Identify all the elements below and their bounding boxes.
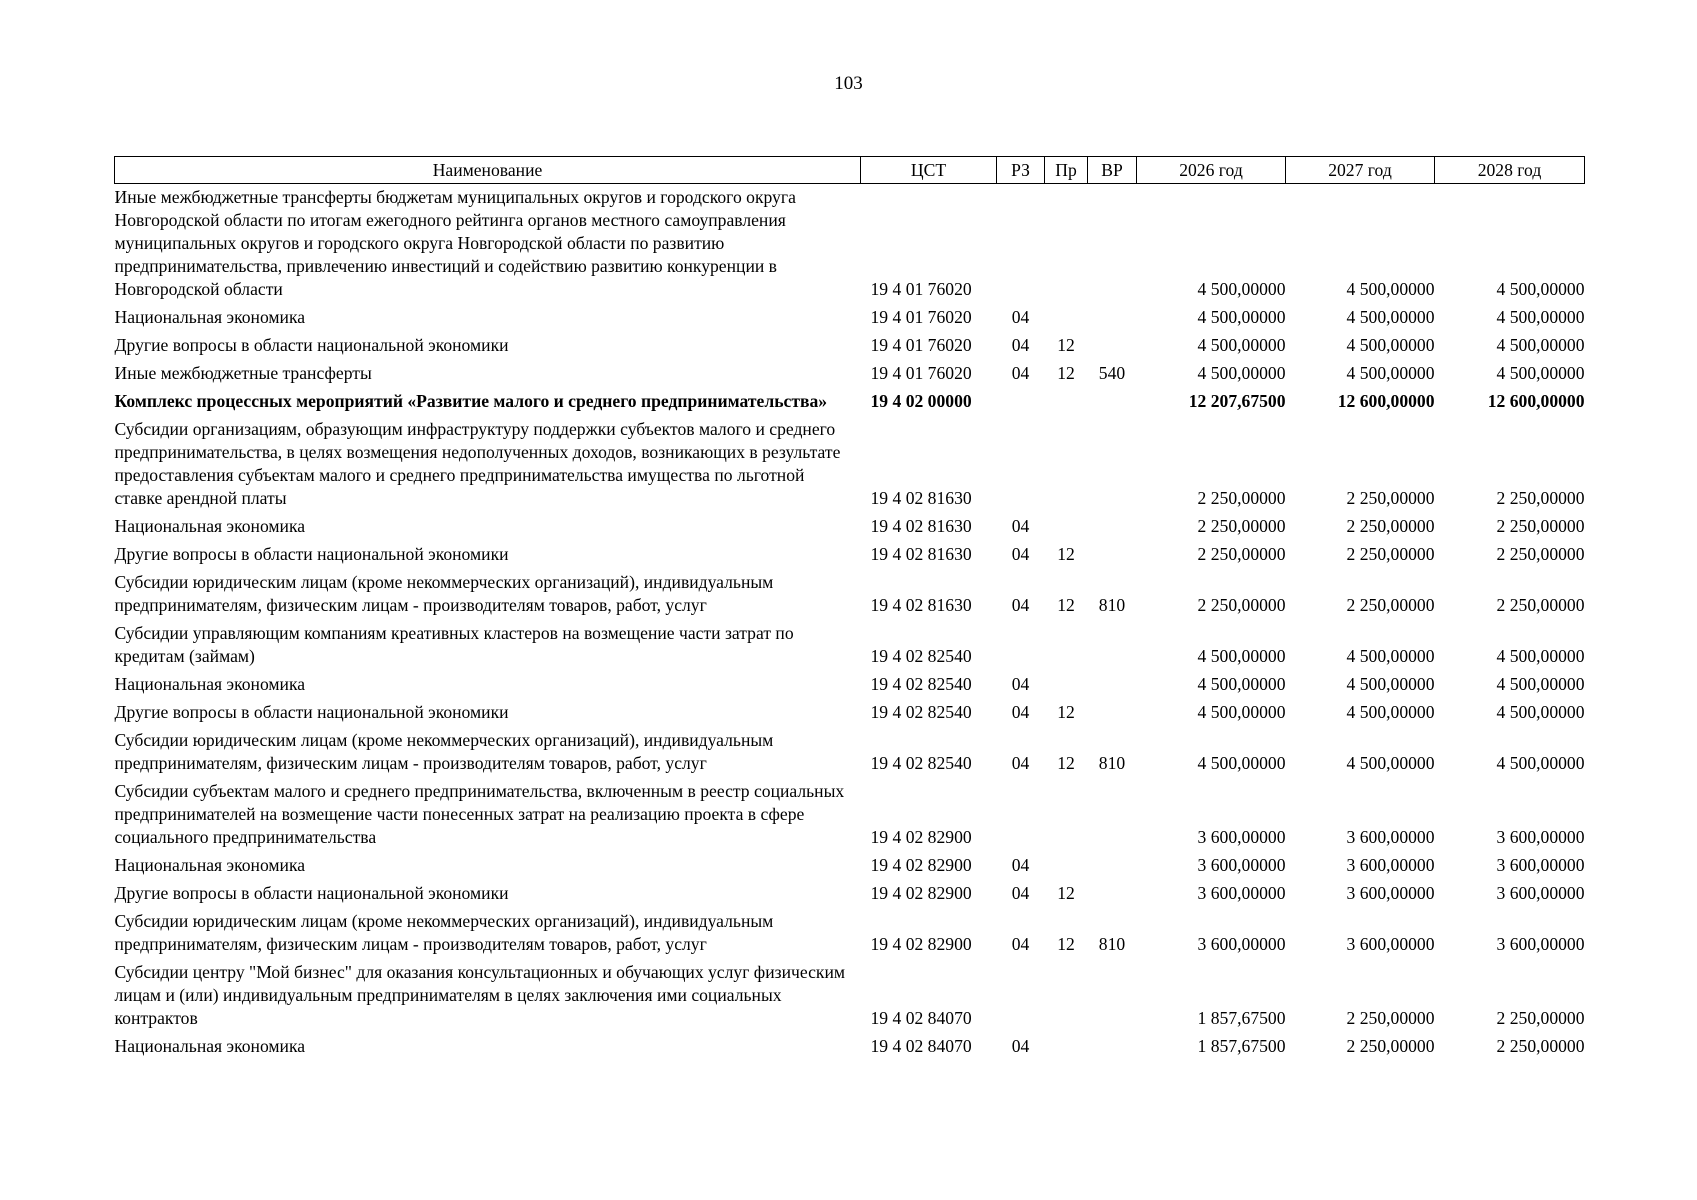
cell-name: Национальная экономика	[114, 307, 306, 327]
cell-2026: 12 207,67500	[1188, 391, 1286, 411]
cell-pr: 12	[1057, 335, 1075, 355]
cell-pr	[1045, 778, 1088, 852]
cell-2026: 2 250,00000	[1197, 544, 1286, 564]
cell-name: Иные межбюджетные трансферты бюджетам муниципальных округов и городского округа Новгородской области по итогам ежегодного рейтинга органов местного самоуправления муниципальных округов и городского округа Новгородской области по развитию предпринимательства, привлечению инвестиций и содействию развитию конкуренции в Новгородской области	[114, 187, 796, 299]
cell-2027: 2 250,00000	[1346, 1008, 1435, 1028]
cell-name: Другие вопросы в области национальной экономики	[114, 544, 509, 564]
cell-name: Национальная экономика	[114, 855, 306, 875]
cell-2028: 3 600,00000	[1496, 855, 1585, 875]
cell-2027: 3 600,00000	[1346, 934, 1435, 954]
cell-pr	[1045, 671, 1088, 699]
cell-pr	[1045, 1033, 1088, 1061]
cell-cst: 19 4 02 82900	[870, 883, 972, 903]
cell-pr: 12	[1057, 702, 1075, 722]
table-row	[115, 908, 1585, 959]
cell-2027: 4 500,00000	[1346, 335, 1435, 355]
table-row	[115, 778, 1585, 852]
cell-2026: 3 600,00000	[1197, 883, 1286, 903]
cell-pr: 12	[1057, 595, 1075, 615]
cell-name: Другие вопросы в области национальной экономики	[114, 702, 509, 722]
cell-2028: 4 500,00000	[1496, 307, 1585, 327]
cell-2027: 4 500,00000	[1346, 279, 1435, 299]
cell-2027: 2 250,00000	[1346, 516, 1435, 536]
cell-2026: 2 250,00000	[1197, 595, 1286, 615]
cell-2028: 2 250,00000	[1496, 544, 1585, 564]
cell-vr	[1088, 513, 1137, 541]
cell-vr: 810	[1098, 595, 1126, 615]
cell-2028: 2 250,00000	[1496, 1036, 1585, 1056]
cell-2028: 4 500,00000	[1496, 674, 1585, 694]
header-rz: РЗ	[997, 157, 1045, 184]
cell-2026: 3 600,00000	[1197, 827, 1286, 847]
table-header	[115, 157, 1585, 184]
cell-name: Национальная экономика	[114, 516, 306, 536]
header-cst: ЦСТ	[861, 157, 997, 184]
cell-2028: 3 600,00000	[1496, 827, 1585, 847]
cell-2027: 3 600,00000	[1346, 827, 1435, 847]
cell-name: Субсидии юридическим лицам (кроме некоммерческих организаций), индивидуальным предпринимателям, физическим лицам - производителям товаров, работ, услуг	[114, 911, 774, 954]
cell-2026: 2 250,00000	[1197, 488, 1286, 508]
cell-cst: 19 4 02 81630	[870, 544, 972, 564]
cell-2027: 4 500,00000	[1346, 674, 1435, 694]
cell-2027: 4 500,00000	[1346, 307, 1435, 327]
cell-cst: 19 4 02 84070	[870, 1036, 972, 1056]
cell-name: Субсидии юридическим лицам (кроме некоммерческих организаций), индивидуальным предпринимателям, физическим лицам - производителям товаров, работ, услуг	[114, 572, 774, 615]
cell-vr	[1088, 416, 1137, 513]
cell-2026: 4 500,00000	[1197, 279, 1286, 299]
cell-2027: 2 250,00000	[1346, 488, 1435, 508]
cell-cst: 19 4 02 82540	[870, 674, 972, 694]
cell-vr: 540	[1098, 363, 1126, 383]
cell-vr	[1088, 699, 1137, 727]
cell-name: Субсидии центру "Мой бизнес" для оказания консультационных и обучающих услуг физическим лицам и (или) индивидуальным предпринимателям в целях заключения ими социальных контрактов	[114, 962, 845, 1028]
cell-cst: 19 4 01 76020	[870, 363, 972, 383]
cell-rz: 04	[1011, 702, 1030, 722]
header-name: Наименование	[115, 157, 861, 184]
cell-cst: 19 4 01 76020	[870, 279, 972, 299]
cell-vr	[1088, 620, 1137, 671]
cell-pr	[1045, 304, 1088, 332]
cell-name: Субсидии юридическим лицам (кроме некоммерческих организаций), индивидуальным предпринимателям, физическим лицам - производителям товаров, работ, услуг	[114, 730, 774, 773]
cell-2027: 4 500,00000	[1346, 702, 1435, 722]
cell-2027: 2 250,00000	[1346, 544, 1435, 564]
table-row	[115, 880, 1585, 908]
cell-pr	[1045, 620, 1088, 671]
cell-rz: 04	[1011, 335, 1030, 355]
cell-pr	[1045, 388, 1088, 416]
cell-vr: 810	[1098, 934, 1126, 954]
cell-pr	[1045, 416, 1088, 513]
cell-2026: 3 600,00000	[1197, 855, 1286, 875]
cell-cst: 19 4 02 82900	[870, 827, 972, 847]
cell-2026: 4 500,00000	[1197, 363, 1286, 383]
cell-rz: 04	[1011, 544, 1030, 564]
cell-pr	[1045, 959, 1088, 1033]
cell-cst: 19 4 02 00000	[870, 391, 972, 411]
cell-rz: 04	[1011, 934, 1030, 954]
table-row	[115, 959, 1585, 1033]
cell-2028: 4 500,00000	[1496, 753, 1585, 773]
cell-vr	[1088, 1033, 1137, 1061]
cell-2026: 3 600,00000	[1197, 934, 1286, 954]
cell-2028: 2 250,00000	[1496, 516, 1585, 536]
cell-vr	[1088, 880, 1137, 908]
cell-pr	[1045, 852, 1088, 880]
cell-2027: 2 250,00000	[1346, 1036, 1435, 1056]
table-row	[115, 184, 1585, 305]
cell-cst: 19 4 02 82900	[870, 934, 972, 954]
table-row	[115, 620, 1585, 671]
cell-cst: 19 4 01 76020	[870, 335, 972, 355]
cell-cst: 19 4 02 82540	[870, 646, 972, 666]
cell-name: Субсидии организациям, образующим инфраструктуру поддержки субъектов малого и среднего предпринимательства, в целях возмещения недополученных доходов, возникающих в результате предоставления субъектам малого и среднего предпринимательства имущества по льготной ставке арендной платы	[114, 419, 841, 508]
cell-rz: 04	[1011, 1036, 1030, 1056]
cell-2026: 4 500,00000	[1197, 307, 1286, 327]
table-row	[115, 513, 1585, 541]
cell-rz: 04	[1011, 855, 1030, 875]
cell-2028: 2 250,00000	[1496, 595, 1585, 615]
cell-pr: 12	[1057, 753, 1075, 773]
cell-2028: 4 500,00000	[1496, 363, 1585, 383]
cell-pr: 12	[1057, 883, 1075, 903]
cell-rz	[997, 959, 1045, 1033]
cell-pr	[1045, 184, 1088, 305]
header-2026: 2026 год	[1137, 157, 1286, 184]
cell-2027: 12 600,00000	[1337, 391, 1435, 411]
cell-vr	[1088, 959, 1137, 1033]
cell-name: Комплекс процессных мероприятий «Развитие малого и среднего предпринимательства»	[114, 391, 828, 411]
table-row	[115, 541, 1585, 569]
cell-rz	[997, 184, 1045, 305]
cell-cst: 19 4 02 82540	[870, 702, 972, 722]
cell-cst: 19 4 02 82900	[870, 855, 972, 875]
cell-rz: 04	[1011, 307, 1030, 327]
cell-2028: 12 600,00000	[1487, 391, 1585, 411]
cell-vr	[1088, 388, 1137, 416]
cell-rz: 04	[1011, 753, 1030, 773]
cell-rz	[997, 416, 1045, 513]
header-2027: 2027 год	[1286, 157, 1435, 184]
cell-2026: 4 500,00000	[1197, 702, 1286, 722]
cell-2028: 4 500,00000	[1496, 646, 1585, 666]
cell-2028: 4 500,00000	[1496, 702, 1585, 722]
cell-2028: 3 600,00000	[1496, 934, 1585, 954]
cell-2028: 2 250,00000	[1496, 1008, 1585, 1028]
cell-cst: 19 4 02 82540	[870, 753, 972, 773]
table-row	[115, 569, 1585, 620]
cell-vr: 810	[1098, 753, 1126, 773]
cell-pr	[1045, 513, 1088, 541]
cell-cst: 19 4 01 76020	[870, 307, 972, 327]
cell-name: Другие вопросы в области национальной экономики	[114, 335, 509, 355]
cell-rz: 04	[1011, 883, 1030, 903]
table-row	[115, 360, 1585, 388]
table-row	[115, 727, 1585, 778]
cell-2027: 4 500,00000	[1346, 753, 1435, 773]
cell-2026: 1 857,67500	[1197, 1008, 1286, 1028]
cell-2027: 4 500,00000	[1346, 363, 1435, 383]
cell-pr: 12	[1057, 363, 1075, 383]
cell-name: Иные межбюджетные трансферты	[114, 363, 372, 383]
header-vr: ВР	[1088, 157, 1137, 184]
table-row	[115, 332, 1585, 360]
cell-name: Национальная экономика	[114, 1036, 306, 1056]
cell-name: Национальная экономика	[114, 674, 306, 694]
cell-2028: 4 500,00000	[1496, 335, 1585, 355]
cell-rz	[997, 778, 1045, 852]
cell-2026: 4 500,00000	[1197, 335, 1286, 355]
cell-pr: 12	[1057, 544, 1075, 564]
cell-rz: 04	[1011, 674, 1030, 694]
cell-vr	[1088, 332, 1137, 360]
cell-2027: 4 500,00000	[1346, 646, 1435, 666]
header-pr: Пр	[1045, 157, 1088, 184]
budget-table	[114, 156, 1585, 1061]
cell-vr	[1088, 541, 1137, 569]
cell-rz: 04	[1011, 595, 1030, 615]
cell-name: Субсидии субъектам малого и среднего предпринимательства, включенным в реестр социальных предпринимателей на возмещение части понесенных затрат на реализацию проекта в сфере социального предпринимательства	[114, 781, 845, 847]
cell-cst: 19 4 02 81630	[870, 488, 972, 508]
table-row	[115, 699, 1585, 727]
page-number: 103	[834, 73, 863, 94]
cell-2026: 4 500,00000	[1197, 646, 1286, 666]
cell-vr	[1088, 852, 1137, 880]
table-row	[115, 416, 1585, 513]
cell-2026: 1 857,67500	[1197, 1036, 1286, 1056]
table-row	[115, 304, 1585, 332]
cell-pr: 12	[1057, 934, 1075, 954]
cell-vr	[1088, 778, 1137, 852]
table-row	[115, 1033, 1585, 1061]
cell-2027: 2 250,00000	[1346, 595, 1435, 615]
table-row	[115, 852, 1585, 880]
cell-vr	[1088, 184, 1137, 305]
cell-vr	[1088, 304, 1137, 332]
header-2028: 2028 год	[1435, 157, 1585, 184]
cell-name: Другие вопросы в области национальной экономики	[114, 883, 509, 903]
cell-2028: 3 600,00000	[1496, 883, 1585, 903]
table-row	[115, 388, 1585, 416]
cell-vr	[1088, 671, 1137, 699]
cell-rz	[997, 620, 1045, 671]
cell-2026: 4 500,00000	[1197, 753, 1286, 773]
cell-2028: 4 500,00000	[1496, 279, 1585, 299]
cell-cst: 19 4 02 81630	[870, 516, 972, 536]
cell-2027: 3 600,00000	[1346, 855, 1435, 875]
cell-2026: 4 500,00000	[1197, 674, 1286, 694]
cell-cst: 19 4 02 81630	[870, 595, 972, 615]
cell-rz	[997, 388, 1045, 416]
table-body	[115, 184, 1585, 1062]
cell-rz: 04	[1011, 363, 1030, 383]
cell-rz: 04	[1011, 516, 1030, 536]
cell-cst: 19 4 02 84070	[870, 1008, 972, 1028]
cell-2028: 2 250,00000	[1496, 488, 1585, 508]
cell-name: Субсидии управляющим компаниям креативных кластеров на возмещение части затрат по кредитам (займам)	[114, 623, 794, 666]
table-row	[115, 671, 1585, 699]
cell-2026: 2 250,00000	[1197, 516, 1286, 536]
cell-2027: 3 600,00000	[1346, 883, 1435, 903]
